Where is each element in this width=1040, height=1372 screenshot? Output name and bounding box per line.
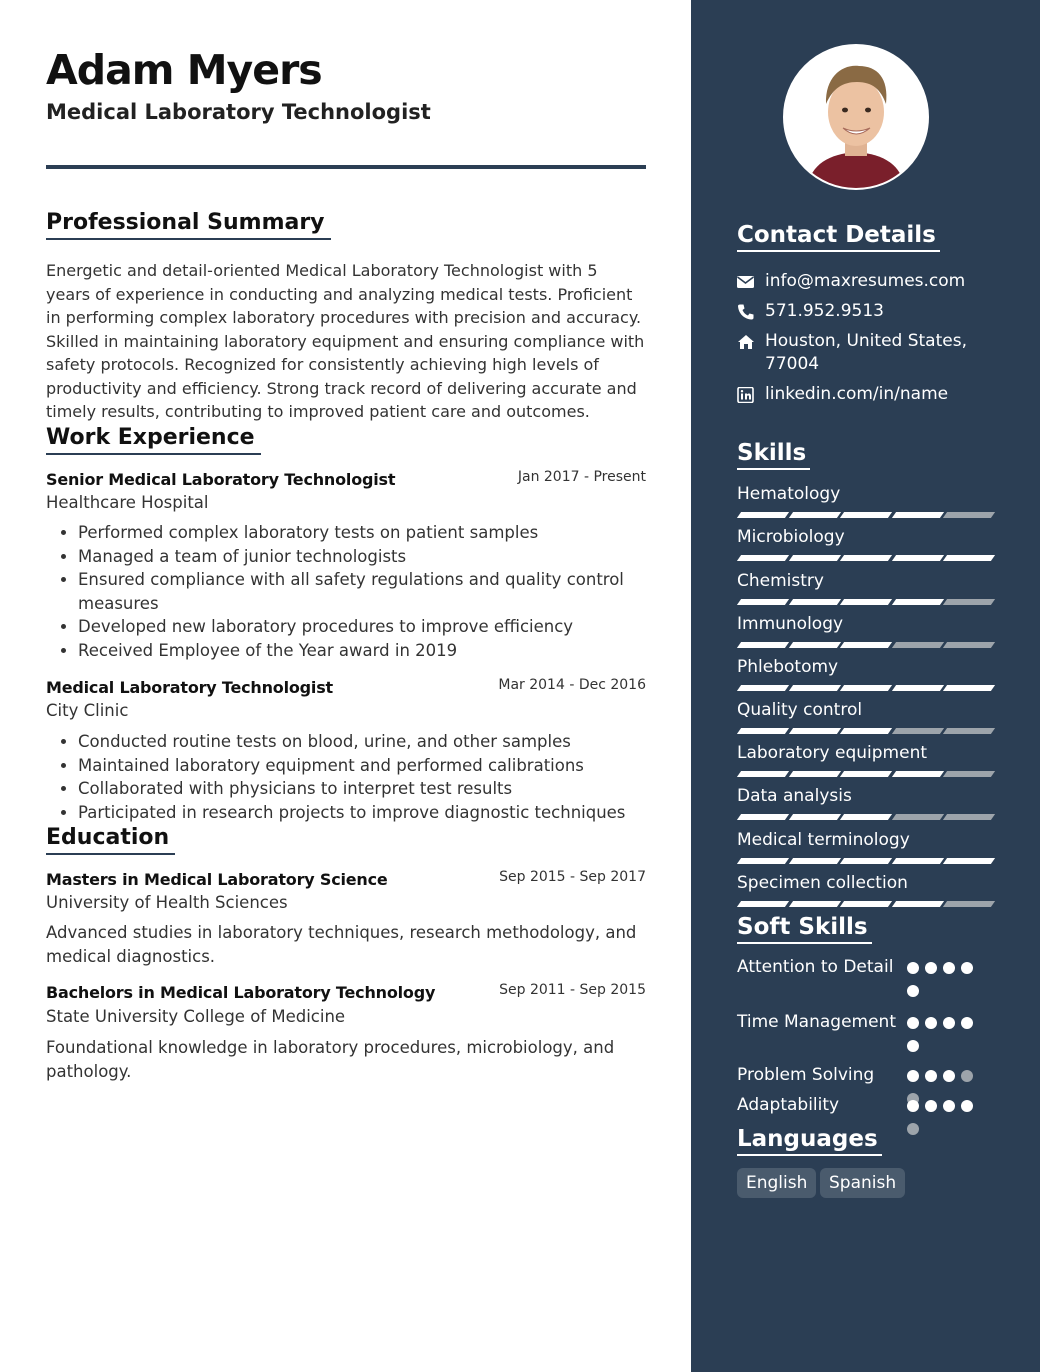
job-dates: Jan 2017 - Present xyxy=(517,469,646,485)
linkedin-icon xyxy=(737,387,755,403)
soft-skill-name: Attention to Detail xyxy=(737,957,894,977)
contact-linkedin[interactable] xyxy=(737,383,997,406)
degree-description: Advanced studies in laboratory techniques, research methodology, and medical diagnostics. xyxy=(46,923,637,966)
rating-segment-filled xyxy=(788,512,840,518)
phone-text: 571.952.9513 xyxy=(765,301,884,321)
rating-segment-empty xyxy=(943,728,995,734)
list-item: • Collaborated with physicians to interpret test results xyxy=(78,777,678,801)
skill-rating-bar xyxy=(739,642,995,648)
rating-segment-filled xyxy=(737,685,789,691)
list-item: • Performed complex laboratory tests on patient samples xyxy=(78,521,678,545)
email-text: info@maxresumes.com xyxy=(765,271,966,291)
rating-dot-empty xyxy=(907,1123,919,1135)
language-chip: Spanish xyxy=(820,1168,905,1198)
contact-heading: Contact Details xyxy=(737,220,940,252)
list-item: • Managed a team of junior technologists xyxy=(78,545,678,569)
rating-segment-filled xyxy=(891,901,943,907)
soft-skill-rating xyxy=(907,1100,983,1140)
rating-dot-filled xyxy=(961,962,973,974)
rating-segment-filled xyxy=(788,642,840,648)
skill-rating-bar xyxy=(739,512,995,518)
rating-segment-empty xyxy=(943,771,995,777)
skill-rating-bar xyxy=(739,555,995,561)
rating-segment-filled xyxy=(943,555,995,561)
list-item: • Conducted routine tests on blood, urine, and other samples xyxy=(78,730,678,754)
rating-segment-filled xyxy=(788,814,840,820)
job-position: Medical Laboratory Technologist xyxy=(46,678,333,697)
rating-dot-filled xyxy=(907,962,919,974)
rating-dot-empty xyxy=(961,1070,973,1082)
rating-dot-filled xyxy=(943,1070,955,1082)
address-text: Houston, United States, 77004 xyxy=(765,331,967,374)
rating-segment-filled xyxy=(891,555,943,561)
rating-dot-filled xyxy=(961,1100,973,1112)
candidate-name: Adam Myers xyxy=(46,46,322,94)
degree-title: Masters in Medical Laboratory Science xyxy=(46,870,388,889)
soft-skill-name: Time Management xyxy=(737,1012,896,1032)
skill-name: Quality control xyxy=(737,700,863,720)
soft-skill-rating xyxy=(907,962,983,1002)
school-name: University of Health Sciences xyxy=(46,893,288,912)
rating-segment-filled xyxy=(840,858,892,864)
skill-name: Specimen collection xyxy=(737,873,908,893)
rating-dot-filled xyxy=(925,1017,937,1029)
rating-dot-filled xyxy=(943,1017,955,1029)
rating-segment-filled xyxy=(840,814,892,820)
rating-segment-filled xyxy=(943,858,995,864)
rating-dot-filled xyxy=(943,1100,955,1112)
skill-rating-bar xyxy=(739,728,995,734)
rating-segment-filled xyxy=(737,512,789,518)
rating-segment-filled xyxy=(840,901,892,907)
home-icon xyxy=(737,334,755,350)
rating-segment-filled xyxy=(737,642,789,648)
skill-rating-bar xyxy=(739,858,995,864)
contact-email[interactable] xyxy=(737,270,997,293)
languages-heading: Languages xyxy=(737,1124,882,1156)
linkedin-text: linkedin.com/in/name xyxy=(765,384,949,404)
skill-name: Hematology xyxy=(737,484,841,504)
rating-segment-filled xyxy=(737,555,789,561)
rating-segment-filled xyxy=(788,728,840,734)
education-heading: Education xyxy=(46,823,175,855)
skills-heading: Skills xyxy=(737,438,810,470)
job-bullets xyxy=(46,730,678,824)
skill-rating-bar xyxy=(739,685,995,691)
rating-dot-filled xyxy=(925,1070,937,1082)
degree-description: Foundational knowledge in laboratory procedures, microbiology, and pathology. xyxy=(46,1038,615,1081)
skill-name: Chemistry xyxy=(737,571,824,591)
list-item: • Received Employee of the Year award in 2019 xyxy=(78,639,678,663)
list-item: • Ensured compliance with all safety regulations and quality control measures xyxy=(78,568,678,615)
job-bullets xyxy=(46,521,678,662)
soft-skill-name: Problem Solving xyxy=(737,1065,875,1085)
rating-dot-filled xyxy=(925,962,937,974)
rating-segment-empty xyxy=(943,901,995,907)
rating-dot-filled xyxy=(907,1070,919,1082)
rating-segment-filled xyxy=(840,555,892,561)
rating-segment-filled xyxy=(788,599,840,605)
contact-address xyxy=(737,330,997,376)
skill-name: Medical terminology xyxy=(737,830,910,850)
rating-segment-filled xyxy=(737,728,789,734)
soft-skill-rating xyxy=(907,1017,983,1057)
rating-segment-empty xyxy=(891,814,943,820)
phone-icon xyxy=(737,304,755,320)
rating-segment-filled xyxy=(788,771,840,777)
rating-segment-empty xyxy=(891,728,943,734)
skill-name: Data analysis xyxy=(737,786,852,806)
header-divider xyxy=(46,165,646,169)
rating-segment-filled xyxy=(840,728,892,734)
skill-name: Phlebotomy xyxy=(737,657,839,677)
degree-dates: Sep 2011 - Sep 2015 xyxy=(499,982,646,998)
rating-segment-filled xyxy=(737,901,789,907)
job-dates: Mar 2014 - Dec 2016 xyxy=(498,677,646,693)
soft-skills-heading: Soft Skills xyxy=(737,912,872,944)
skill-name: Laboratory equipment xyxy=(737,743,928,763)
list-item: • Participated in research projects to improve diagnostic techniques xyxy=(78,801,678,825)
rating-segment-filled xyxy=(788,858,840,864)
rating-segment-filled xyxy=(891,771,943,777)
job-company: City Clinic xyxy=(46,701,129,720)
summary-text: Energetic and detail-oriented Medical Laboratory Technologist with 5 years of experience in conducting and analyzing medical tests. Proficient in performing complex laboratory procedures with precision and accuracy. Skilled in maintaining laboratory equipment and ensuring compliance with safety protocols. Recognized for consistently achieving high levels of productivity and efficiency. Strong track record of delivering accurate and timely results, contributing to improved patient care and outcomes. xyxy=(46,261,645,421)
skill-name: Immunology xyxy=(737,614,844,634)
rating-segment-filled xyxy=(840,599,892,605)
job-title: Medical Laboratory Technologist xyxy=(46,100,431,124)
profile-photo xyxy=(783,44,929,190)
rating-segment-filled xyxy=(943,685,995,691)
rating-segment-filled xyxy=(788,685,840,691)
rating-segment-filled xyxy=(737,814,789,820)
rating-dot-filled xyxy=(907,985,919,997)
rating-dot-filled xyxy=(907,1100,919,1112)
skill-name: Microbiology xyxy=(737,527,845,547)
rating-segment-empty xyxy=(891,642,943,648)
language-chip: English xyxy=(737,1168,816,1198)
skill-rating-bar xyxy=(739,814,995,820)
rating-segment-empty xyxy=(943,599,995,605)
rating-segment-filled xyxy=(788,555,840,561)
rating-dot-filled xyxy=(907,1017,919,1029)
rating-segment-filled xyxy=(840,642,892,648)
envelope-icon xyxy=(737,274,755,290)
list-item: • Developed new laboratory procedures to improve efficiency xyxy=(78,615,678,639)
rating-segment-filled xyxy=(788,901,840,907)
summary-heading: Professional Summary xyxy=(46,208,331,240)
skill-rating-bar xyxy=(739,599,995,605)
skill-rating-bar xyxy=(739,771,995,777)
rating-segment-filled xyxy=(891,599,943,605)
rating-dot-filled xyxy=(961,1017,973,1029)
rating-segment-filled xyxy=(737,599,789,605)
rating-segment-filled xyxy=(891,858,943,864)
rating-segment-empty xyxy=(943,814,995,820)
degree-dates: Sep 2015 - Sep 2017 xyxy=(499,869,646,885)
rating-segment-filled xyxy=(737,858,789,864)
degree-title: Bachelors in Medical Laboratory Technology xyxy=(46,983,436,1002)
rating-dot-filled xyxy=(925,1100,937,1112)
rating-segment-filled xyxy=(737,771,789,777)
skill-rating-bar xyxy=(739,901,995,907)
soft-skill-name: Adaptability xyxy=(737,1095,840,1115)
job-company: Healthcare Hospital xyxy=(46,493,209,512)
rating-segment-filled xyxy=(840,685,892,691)
contact-phone[interactable] xyxy=(737,300,997,323)
sidebar xyxy=(691,0,1040,1372)
experience-heading: Work Experience xyxy=(46,423,261,455)
rating-segment-empty xyxy=(943,512,995,518)
rating-dot-filled xyxy=(943,962,955,974)
rating-segment-filled xyxy=(840,771,892,777)
school-name: State University College of Medicine xyxy=(46,1007,346,1026)
rating-dot-filled xyxy=(907,1040,919,1052)
rating-segment-filled xyxy=(840,512,892,518)
job-position: Senior Medical Laboratory Technologist xyxy=(46,470,396,489)
rating-segment-filled xyxy=(891,512,943,518)
list-item: • Maintained laboratory equipment and performed calibrations xyxy=(78,754,678,778)
rating-segment-filled xyxy=(891,685,943,691)
rating-segment-empty xyxy=(943,642,995,648)
